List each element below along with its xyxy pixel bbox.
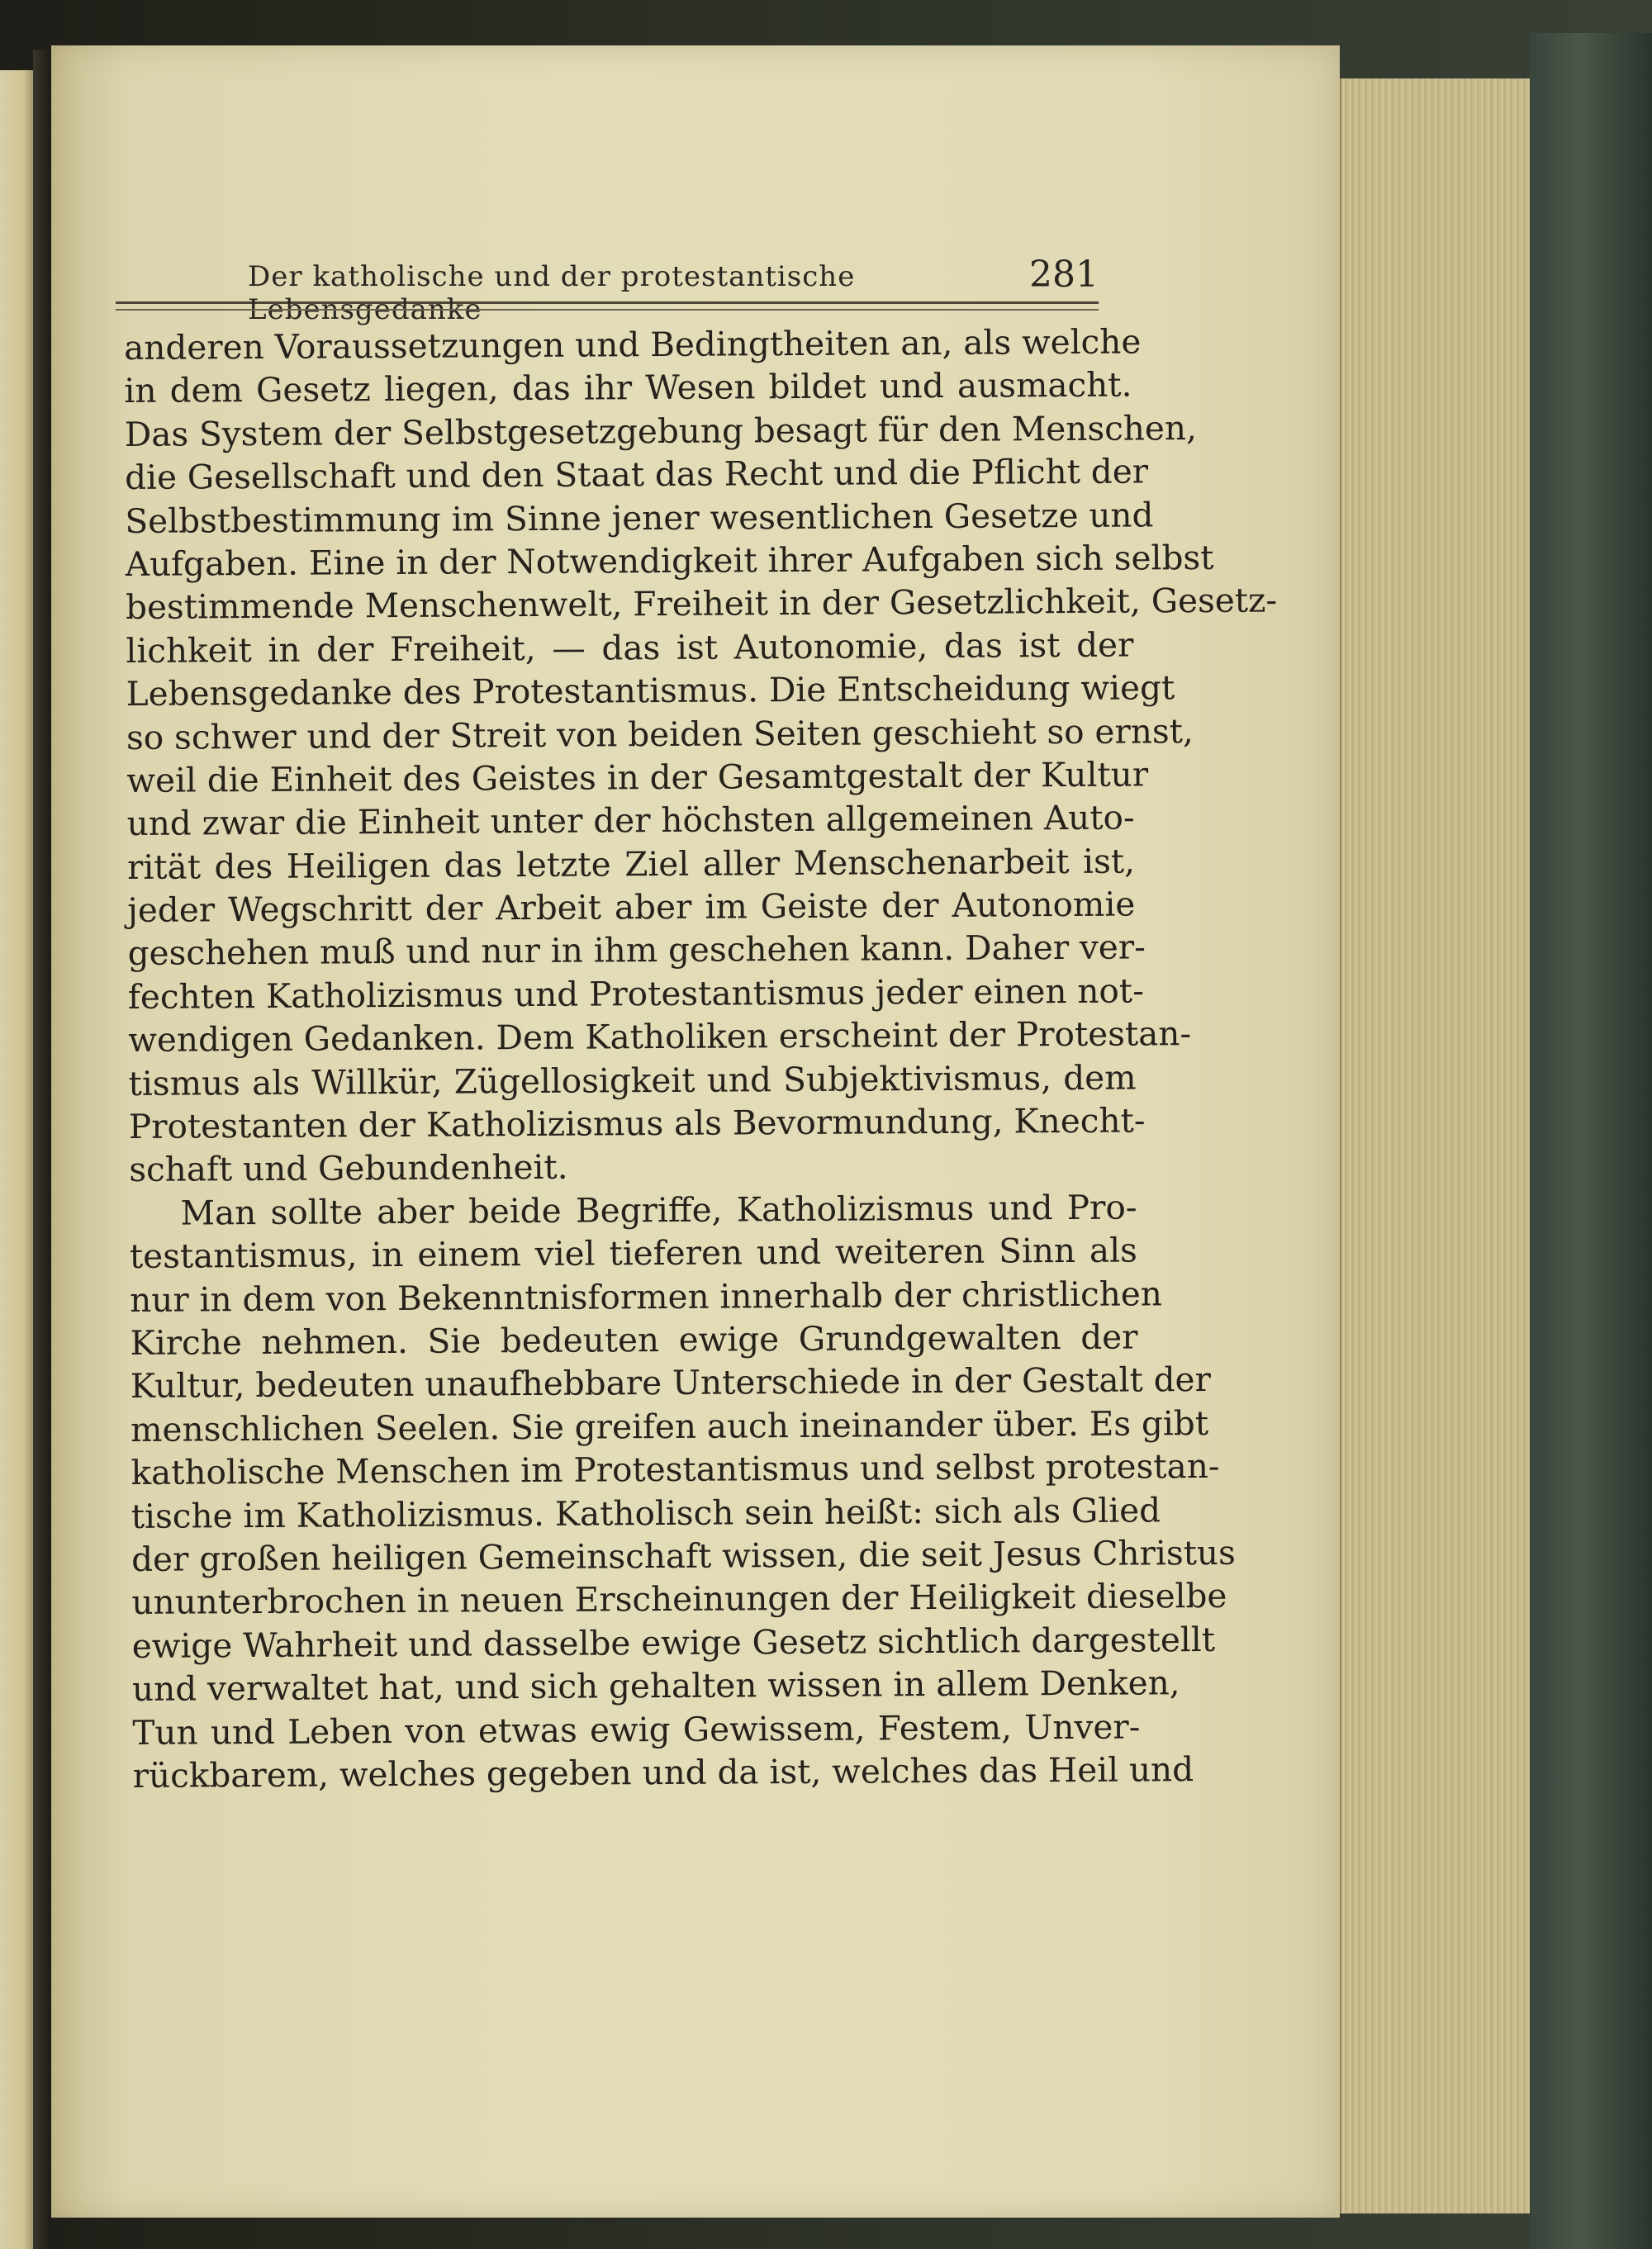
- text-line: tismus als Willkür, Zügellosigkeit und Subjektivismus, dem: [128, 1057, 1137, 1103]
- text-line: der großen heiligen Gemeinschaft wissen, die seit Jesus Christus: [131, 1532, 1236, 1579]
- text-line: ununterbrochen in neuen Erscheinungen der Heiligkeit dieselbe: [131, 1576, 1227, 1623]
- text-line: nur in dem von Bekenntnisformen innerhalb der christlichen: [130, 1273, 1163, 1320]
- text-line: katholische Menschen im Protestantismus und selbst protestan-: [131, 1446, 1220, 1493]
- text-line: bestimmende Menschenwelt, Freiheit in der Gesetzlichkeit, Gesetz-: [125, 580, 1278, 628]
- text-line: und verwaltet hat, und sich gehalten wissen in allem Denken,: [131, 1663, 1180, 1710]
- header-rule: [116, 309, 1099, 311]
- text-line: so schwer und der Streit von beiden Seiten geschieht so ernst,: [126, 710, 1194, 757]
- paragraph-first-line: Man sollte aber beide Begriffe, Katholizismus und Pro-: [180, 1187, 1137, 1233]
- text-line: rität des Heiligen das letzte Ziel aller Menschenarbeit ist,: [126, 841, 1136, 887]
- text-line: testantismus, in einem viel tieferen und weiteren Sinn als: [129, 1230, 1138, 1277]
- book-cover-edge: [1530, 33, 1652, 2249]
- text-line: lichkeit in der Freiheit, — das ist Autonomie, das ist der: [126, 624, 1134, 671]
- previous-page-edge: [0, 70, 35, 2249]
- text-line: anderen Voraussetzungen und Bedingtheiten an, als welche: [124, 321, 1142, 368]
- text-line: Das System der Selbstgesetzgebung besagt für den Menschen,: [124, 407, 1197, 454]
- text-line: ewige Wahrheit und dasselbe ewige Gesetz sichtlich dargestellt: [131, 1619, 1216, 1666]
- text-line: und zwar die Einheit unter der höchsten allgemeinen Auto-: [126, 797, 1135, 844]
- text-line: menschlichen Seelen. Sie greifen auch ineinander über. Es gibt: [131, 1402, 1209, 1450]
- text-line: Selbstbestimmung im Sinne jener wesentlichen Gesetze und: [125, 494, 1154, 541]
- text-line: Aufgaben. Eine in der Notwendigkeit ihrer Aufgaben sich selbst: [125, 537, 1214, 584]
- body-text: [124, 320, 1278, 1798]
- text-line: rückbarem, welches gegeben und da ist, welches das Heil und: [132, 1749, 1194, 1796]
- text-line: wendigen Gedanken. Dem Katholiken erscheint der Protestan-: [128, 1013, 1192, 1060]
- book-gutter: [33, 50, 51, 2249]
- running-head: [116, 252, 1099, 326]
- paragraph-last-line: schaft und Gebundenheit.: [129, 1147, 568, 1190]
- page-block-edges: [1340, 78, 1531, 2213]
- text-line: tische im Katholizismus. Katholisch sein heißt: sich als Glied: [131, 1489, 1161, 1536]
- text-line: Protestanten der Katholizismus als Bevormundung, Knecht-: [128, 1100, 1146, 1147]
- running-head-title: Der katholische und der protestantische Lebensgedanke: [248, 260, 856, 326]
- text-line: Kirche nehmen. Sie bedeuten ewige Grundgewalten der: [130, 1317, 1138, 1363]
- text-line: Tun und Leben von etwas ewig Gewissem, Festem, Unver-: [132, 1706, 1141, 1753]
- text-line: weil die Einheit des Geistes in der Gesamtgestalt der Kultur: [126, 754, 1149, 800]
- page-number: 281: [1029, 254, 1099, 296]
- text-line: Lebensgedanke des Protestantismus. Die Entscheidung wiegt: [126, 667, 1175, 714]
- text-line: Kultur, bedeuten unaufhebbare Unterschiede in der Gestalt der: [130, 1359, 1212, 1407]
- text-line: jeder Wegschritt der Arbeit aber im Geiste der Autonomie: [127, 884, 1136, 931]
- text-line: fechten Katholizismus und Protestantismus jeder einen not-: [127, 970, 1144, 1017]
- text-line: in dem Gesetz liegen, das ihr Wesen bildet und ausmacht.: [124, 364, 1132, 411]
- text-line: geschehen muß und nur in ihm geschehen kann. Daher ver-: [127, 927, 1146, 974]
- text-line: die Gesellschaft und den Staat das Recht und die Pflicht der: [124, 451, 1149, 498]
